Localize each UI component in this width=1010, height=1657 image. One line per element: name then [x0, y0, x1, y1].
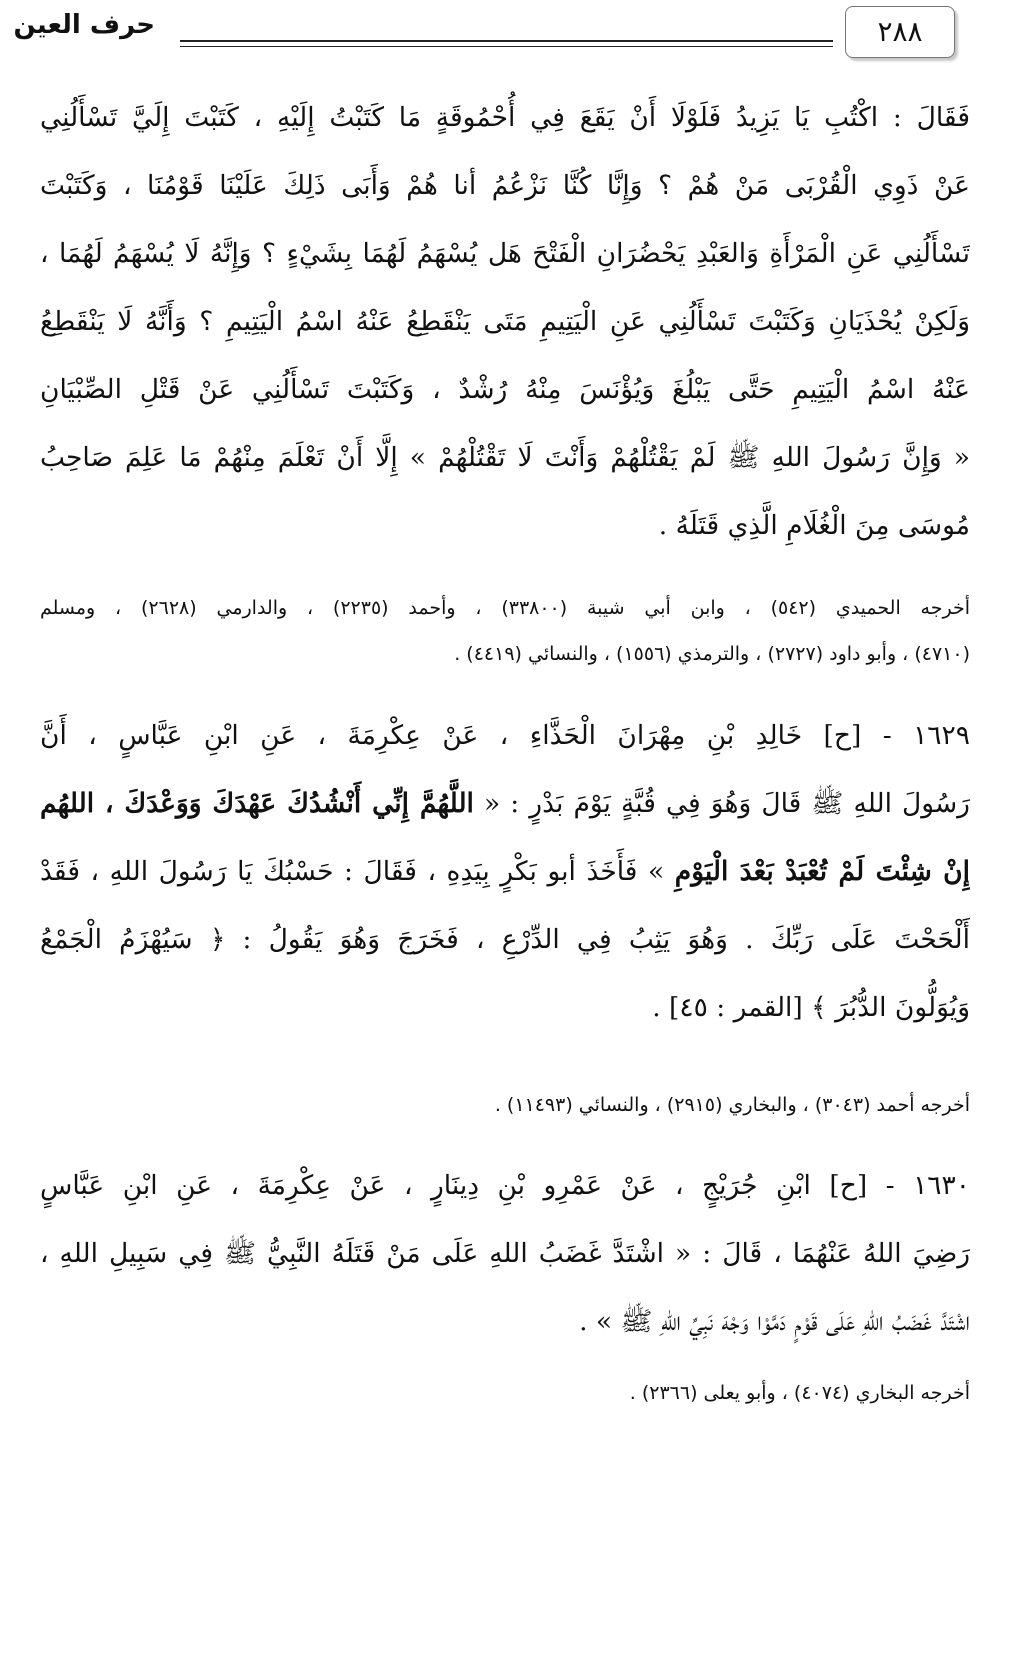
- text-line: « وَإِنَّ رَسُولَ اللهِ ﷺ لَمْ يَقْتُلْهُمْ وَأَنْتَ لَا تَقْتُلْهُمْ » إِلَّا أَنْ تَعْلَمَ مِنْهُمْ مَا عَلِمَ صَاحِبُ: [40, 442, 970, 473]
- hadith-1629: [40, 702, 970, 1042]
- header-rule-thin: [180, 46, 833, 47]
- text-line: مُوسَى مِنَ الْغُلَامِ الَّذِي قَتَلَهُ .: [658, 510, 970, 541]
- takhrij-note: [40, 1370, 970, 1416]
- text-line: [40, 770, 970, 838]
- note-line: أخرجه البخاري (٤٠٧٤) ، وأبو يعلى (٢٣٦٦) .: [629, 1382, 970, 1404]
- text-line: تَسْأَلُنِي عَنِ الْمَرْأَةِ وَالعَبْدِ يَحْضُرَانِ الْفَتْحَ هَل يُسْهَمُ لَهُمَا بِشَيْءٍ ؟ وَإِنَّهُ لَا يُسْهَمُ لَهُمَا ،: [40, 238, 970, 269]
- prophetic-quote: اللَّهُمَّ إِنِّي أَنْشُدُكَ عَهْدَكَ وَوَعْدَكَ ، اللهُم: [40, 788, 474, 819]
- text-line: [40, 906, 970, 974]
- running-title: حرف العين: [13, 10, 155, 40]
- text-line: عَنْهُ اسْمُ الْيَتِيمِ حَتَّى يَبْلُغَ وَيُؤْنَسَ مِنْهُ رُشْدٌ ، وَكَتَبْتَ تَسْأَلُنِي عَنْ قَتْلِ الصِّبْيَانِ: [40, 374, 970, 405]
- text-segment: أَلْحَحْتَ عَلَى رَبِّكَ . وَهُوَ يَثِبُ فِي الدِّرْعِ ، فَخَرَجَ وَهُوَ يَقُولُ : ﴿ سَيُهْزَمُ الْجَمْعُ: [40, 924, 970, 955]
- takhrij-note: [40, 585, 970, 677]
- text-segment: » فَأَخَذَ أبو بَكْرٍ بِيَدِهِ ، فَقَالَ : حَسْبُكَ يَا رَسُولَ اللهِ ، فَقَدْ: [40, 856, 675, 887]
- header-rule: [180, 40, 833, 42]
- text-line: وَلَكِنْ يُحْذَيَانِ وَكَتَبْتَ تَسْأَلُنِي عَنِ الْيَتِيمِ مَتَى يَنْقَطِعُ عَنْهُ اسْمُ الْيَتِيمِ ؟ وَأَنَّهُ لَا يَنْقَطِعُ: [40, 306, 970, 337]
- text-line: عَنْ ذَوِي الْقُرْبَى مَنْ هُمْ ؟ وَإِنَّا كُنَّا نَزْعُمُ أنا هُمْ وَأَبَى ذَلِكَ عَلَيْنَا قَوْمُنَا ، وَكَتَبْتَ: [40, 170, 970, 201]
- text-line: فَقَالَ : اكْتُبِ يَا يَزِيدُ فَلَوْلَا أَنْ يَقَعَ فِي أُحْمُوقَةٍ مَا كَتَبْتُ إِلَيْهِ ، كَتَبْتَ إِلَيَّ تَسْأَلُنِي: [40, 102, 970, 133]
- text-line: [40, 702, 970, 770]
- note-line: (٤٧١٠) ، وأبو داود (٢٧٢٧) ، والترمذي (١٥٥٦) ، والنسائي (٤٤١٩) .: [454, 643, 970, 665]
- text-line: رَضِيَ اللهُ عَنْهُمَا ، قَالَ : « اشْتَدَّ غَضَبُ اللهِ عَلَى مَنْ قَتَلَهُ النَّبِيُّ ﷺ فِي سَبِيلِ اللهِ ،: [40, 1238, 970, 1269]
- hadith-1630: [40, 1152, 970, 1356]
- text-segment: ١٦٢٩ - [ح] خَالِدِ بْنِ مِهْرَانَ الْحَذَّاءِ ، عَنْ عِكْرِمَةَ ، عَنِ ابْنِ عَبَّاسٍ ، أَنَّ: [40, 720, 970, 751]
- hadith-text-continued: [40, 84, 970, 560]
- text-line: ١٦٣٠ - [ح] ابْنِ جُرَيْجٍ ، عَنْ عَمْرِو بْنِ دِينَارٍ ، عَنْ عِكْرِمَةَ ، عَنِ ابْنِ عَبَّاسٍ: [40, 1170, 970, 1201]
- text-segment: وَيُوَلُّونَ الدُّبُرَ ﴾ [القمر : ٤٥] .: [652, 992, 970, 1023]
- note-line: أخرجه أحمد (٣٠٤٣) ، والبخاري (٢٩١٥) ، والنسائي (١١٤٩٣) .: [494, 1094, 970, 1116]
- note-line: أخرجه الحميدي (٥٤٢) ، وابن أبي شيبة (٣٣٨٠٠) ، وأحمد (٢٢٣٥) ، والدارمي (٢٦٢٨) ، ومسلم: [40, 597, 970, 619]
- text-line: [40, 838, 970, 906]
- text-line: [40, 974, 970, 1042]
- prophetic-quote: إِنْ شِئْتَ لَمْ تُعْبَدْ بَعْدَ الْيَوْمِ: [674, 856, 970, 887]
- takhrij-note: [40, 1082, 970, 1128]
- page-number-badge: ٢٨٨: [845, 6, 955, 58]
- text-segment: رَسُولَ اللهِ ﷺ قَالَ وَهُوَ فِي قُبَّةٍ يَوْمَ بَدْرٍ : «: [473, 788, 970, 819]
- page-header: [0, 0, 1010, 70]
- text-line: اشْتَدَّ غَضَبُ اللهِ عَلَى قَوْمٍ دَمَّوْا وَجْهَ نَبِيِّ اللهِ ﷺ » .: [579, 1306, 970, 1337]
